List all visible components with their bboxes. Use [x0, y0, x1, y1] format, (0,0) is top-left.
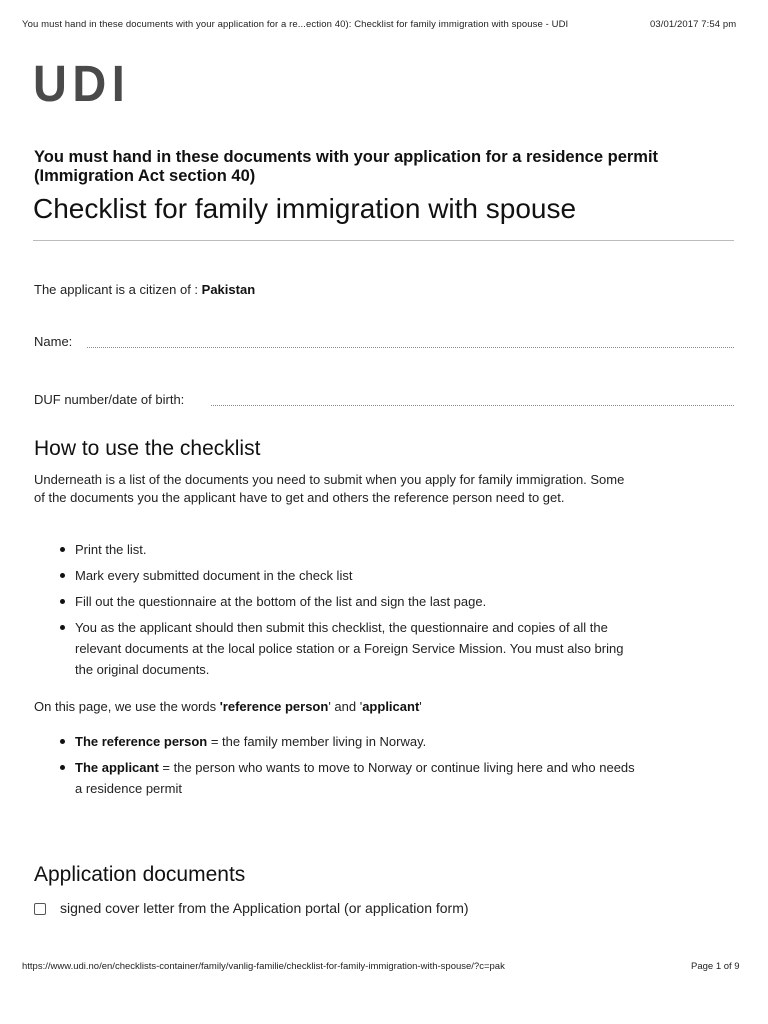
- citizen-value: Pakistan: [201, 282, 256, 297]
- how-to-heading: How to use the checklist: [34, 437, 261, 460]
- words-note-term1: 'reference person: [219, 699, 329, 714]
- lead-text: You must hand in these documents with your application for a residence permit (Immigration Act section 40): [34, 148, 659, 185]
- document-item-label: signed cover letter from the Application portal (or application form): [60, 900, 469, 916]
- print-header-title: You must hand in these documents with your application for a re...ection 40): Checklist for family immigration with spouse - UDI: [22, 19, 569, 30]
- words-note-suffix: ': [419, 699, 422, 714]
- title-divider: [33, 240, 734, 241]
- definition-item: [60, 731, 635, 752]
- definition-text: = the person who wants to move to Norway or continue living here and who needs a residence permit: [75, 760, 635, 796]
- name-fill-line: [87, 347, 734, 348]
- definition-text: = the family member living in Norway.: [207, 734, 427, 749]
- definition-item: [60, 757, 635, 799]
- words-note-middle: ' and ': [328, 699, 363, 714]
- duf-label: DUF number/date of birth:: [34, 392, 185, 407]
- definition-term: The applicant: [75, 760, 159, 775]
- how-to-steps: [60, 539, 635, 685]
- duf-fill-line: [211, 405, 734, 406]
- definitions-list: [60, 731, 635, 804]
- words-note-term2: applicant: [362, 699, 420, 714]
- words-note: [34, 698, 634, 716]
- list-item: Mark every submitted document in the check list: [60, 565, 635, 586]
- document-checkbox[interactable]: [34, 903, 46, 915]
- name-label: Name:: [34, 334, 73, 349]
- page-title: Checklist for family immigration with spouse: [33, 193, 577, 224]
- udi-logo[interactable]: UDI: [33, 55, 131, 112]
- citizen-line: [34, 282, 255, 297]
- definition-term: The reference person: [75, 734, 208, 749]
- list-item: Fill out the questionnaire at the bottom of the list and sign the last page.: [60, 591, 635, 612]
- how-to-intro: Underneath is a list of the documents you need to submit when you apply for family immigration. Some of the documents you the applicant have to get and others the reference person need to get.: [34, 472, 625, 505]
- footer-url: https://www.udi.no/en/checklists-container/family/vanlig-familie/checklist-for-family-immigration-with-spouse/?c=pak: [22, 961, 505, 972]
- application-documents-heading: Application documents: [34, 863, 246, 886]
- words-note-prefix: On this page, we use the words: [34, 699, 220, 714]
- footer-page-number: Page 1 of 9: [691, 961, 740, 972]
- citizen-label: The applicant is a citizen of :: [34, 282, 199, 297]
- print-header-datetime: 03/01/2017 7:54 pm: [650, 19, 737, 30]
- list-item: You as the applicant should then submit this checklist, the questionnaire and copies of all the relevant documents at the local police station or a Foreign Service Mission. You must also bring the original documents.: [60, 617, 635, 680]
- list-item: Print the list.: [60, 539, 635, 560]
